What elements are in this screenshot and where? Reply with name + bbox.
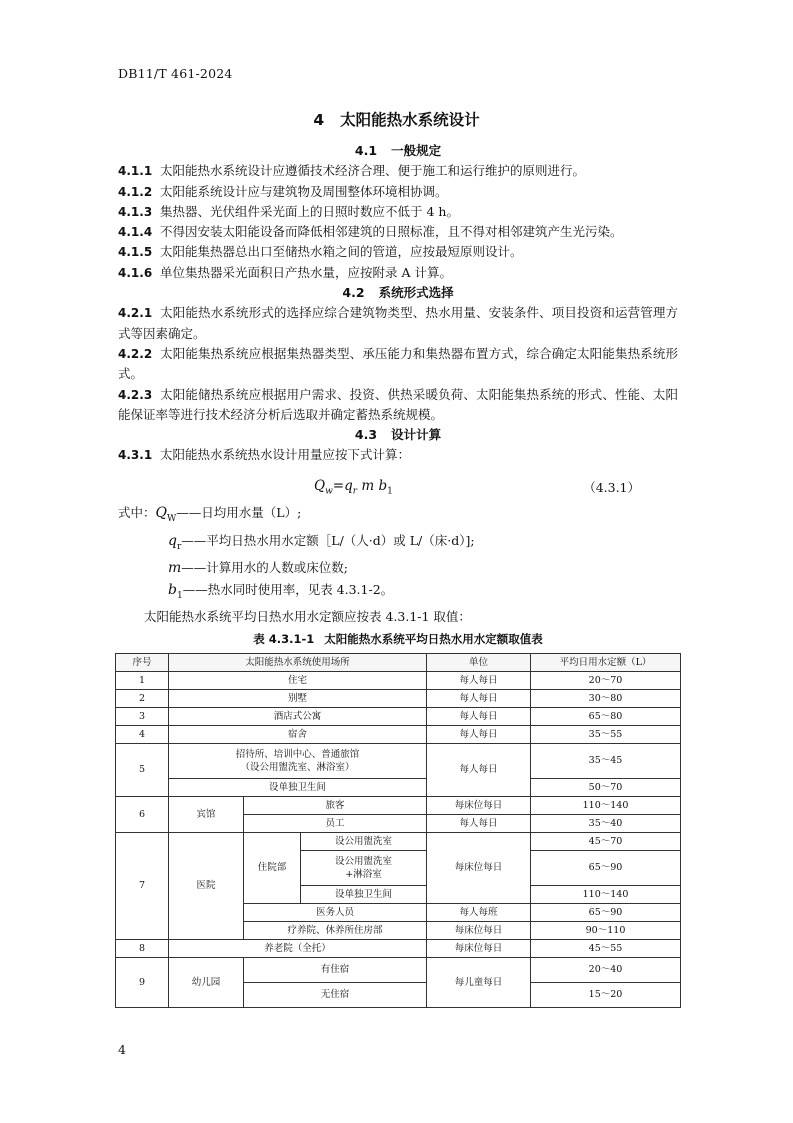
page-body xyxy=(118,141,678,1008)
clause-number: 4.2.2 xyxy=(118,346,153,361)
cell-no: 5 xyxy=(116,743,169,796)
clause xyxy=(118,445,678,465)
symbol-description: ——热水同时使用率，见表 4.3.1-2。 xyxy=(182,582,394,598)
table-row xyxy=(116,707,681,725)
symbol-definition xyxy=(118,502,678,530)
cell-unit: 每人每日 xyxy=(427,814,531,832)
clause-text: 太阳能热水系统热水设计用量应按下式计算： xyxy=(160,447,411,463)
symbol-description: ——平均日热水用水定额［L/（人·d）或 L/（床·d）]; xyxy=(181,532,475,548)
clause-number: 4.1.1 xyxy=(118,164,153,179)
symbol xyxy=(168,582,183,602)
symbol-subscript: W xyxy=(167,513,177,524)
cell-unit: 每床位每日 xyxy=(427,921,531,939)
cell-value: 35～45 xyxy=(531,743,681,778)
formula-lhs-subscript: w xyxy=(325,486,333,497)
cell-category: 幼儿园 xyxy=(169,957,244,1007)
cell-place: 住宅 xyxy=(169,671,427,689)
cell-place-line: 招待所、培训中心、普通旅馆 xyxy=(235,748,360,760)
cell-value: 15～20 xyxy=(531,982,681,1007)
formula-number: （4.3.1） xyxy=(583,479,640,495)
symbol-letter: Q xyxy=(155,504,167,521)
clause-number: 4.1.5 xyxy=(118,245,153,260)
clause-number: 4.2.3 xyxy=(118,387,153,402)
cell-value: 90～110 xyxy=(531,921,681,939)
clause xyxy=(118,222,678,242)
formula-q-subscript: r xyxy=(352,486,358,497)
symbol-description: ——日均用水量（L）; xyxy=(176,504,302,520)
table-row xyxy=(116,939,681,957)
cell-unit: 每床位每日 xyxy=(427,832,531,903)
formula-b: b xyxy=(378,477,388,494)
header-cell: 太阳能热水系统使用场所 xyxy=(169,653,427,671)
clause xyxy=(118,161,678,181)
section-heading-4-3 xyxy=(118,425,678,445)
cell-no: 7 xyxy=(116,832,169,939)
clause xyxy=(118,344,678,385)
cell-value: 110～140 xyxy=(531,796,681,814)
cell-value: 35～55 xyxy=(531,725,681,743)
formula-m: m xyxy=(361,477,375,494)
cell-no: 8 xyxy=(116,939,169,957)
clause-number: 4.1.3 xyxy=(118,204,153,219)
cell-value: 20～70 xyxy=(531,671,681,689)
table-title: 太阳能热水系统平均日热水用水定额取值表 xyxy=(324,632,543,647)
table-row xyxy=(116,743,681,778)
header-cell: 单位 xyxy=(427,653,531,671)
clause-text: 太阳能集热系统应根据集热器类型、承压能力和集热器布置方式，综合确定太阳能集热系统形式。 xyxy=(118,345,678,382)
cell-value: 110～140 xyxy=(531,885,681,903)
clause-number: 4.3.1 xyxy=(118,448,153,463)
cell-place: 别墅 xyxy=(169,689,427,707)
page-number: 4 xyxy=(118,1042,126,1057)
symbol-letter: q xyxy=(168,532,177,549)
symbol-intro: 式中： xyxy=(118,504,156,520)
clause xyxy=(118,303,678,344)
cell-category: 宾馆 xyxy=(169,796,244,832)
cell-no: 9 xyxy=(116,957,169,1007)
clause-text: 太阳能热水系统设计应遵循技术经济合理、便于施工和运行维护的原则进行。 xyxy=(160,163,586,179)
symbol-description: ——计算用水的人数或床位数; xyxy=(181,560,348,576)
section-number: 4.1 xyxy=(354,143,378,158)
symbol xyxy=(168,560,181,576)
cell-place: 养老院（全托） xyxy=(169,939,427,957)
table-row xyxy=(116,778,681,796)
cell-place: 宿舍 xyxy=(169,725,427,743)
clause-number: 4.1.6 xyxy=(118,265,153,280)
cell-value: 35～40 xyxy=(531,814,681,832)
cell-place: 有住宿 xyxy=(244,957,427,982)
table-reference-note: 太阳能热水系统平均日热水用水定额应按表 4.3.1-1 取值： xyxy=(144,609,471,625)
formula-q: q xyxy=(344,477,353,494)
cell-no: 2 xyxy=(116,689,169,707)
cell-place: 旅客 xyxy=(244,796,427,814)
cell-value: 20～40 xyxy=(531,957,681,982)
cell-value: 45～70 xyxy=(531,832,681,850)
symbol-letter: m xyxy=(168,560,182,577)
clause-number: 4.1.2 xyxy=(118,184,153,199)
cell-unit: 每人每班 xyxy=(427,903,531,921)
symbol xyxy=(168,532,182,552)
cell-unit: 每人每日 xyxy=(427,707,531,725)
cell-place: 员工 xyxy=(244,814,427,832)
cell-unit: 每床位每日 xyxy=(427,939,531,957)
table-row xyxy=(116,671,681,689)
table-caption xyxy=(118,629,678,649)
table-row xyxy=(116,957,681,982)
table-header-row xyxy=(116,653,681,671)
section-title: 设计计算 xyxy=(391,427,442,443)
cell-place: 疗养院、休养所住房部 xyxy=(244,921,427,939)
chapter-title: 太阳能热水系统设计 xyxy=(340,111,480,129)
clause-text: 单位集热器采光面积日产热水量，应按附录 A 计算。 xyxy=(160,264,452,280)
cell-place xyxy=(301,850,427,885)
cell-unit: 每人每日 xyxy=(427,725,531,743)
table-number: 表 4.3.1-1 xyxy=(253,632,315,647)
cell-place: 设单独卫生间 xyxy=(301,885,427,903)
clause xyxy=(118,263,678,283)
cell-unit: 每人每日 xyxy=(427,671,531,689)
cell-place-line: +淋浴室 xyxy=(345,868,382,880)
clause-text: 太阳能储热系统应根据用户需求、投资、供热采暖负荷、太阳能集热系统的形式、性能、太阳能保证率等进行技术经济分析后选取并确定蓄热系统规模。 xyxy=(118,386,678,422)
cell-no: 6 xyxy=(116,796,169,832)
cell-place: 酒店式公寓 xyxy=(169,707,427,725)
cell-unit: 每床位每日 xyxy=(427,796,531,814)
clause xyxy=(118,385,678,426)
cell-no: 4 xyxy=(116,725,169,743)
cell-unit: 每人每日 xyxy=(427,689,531,707)
cell-place: 医务人员 xyxy=(244,903,427,921)
section-number: 4.3 xyxy=(354,427,378,443)
cell-place: 无住宿 xyxy=(244,982,427,1007)
cell-place: 设单独卫生间 xyxy=(169,778,427,796)
formula-expression xyxy=(314,476,393,502)
clause-text: 不得因安装太阳能设备而降低相邻建筑的日照标准，且不得对相邻建筑产生光污染。 xyxy=(160,224,623,240)
formula-4-3-1 xyxy=(118,472,678,502)
formula-equals: = xyxy=(332,477,345,494)
cell-unit: 每儿童每日 xyxy=(427,957,531,1007)
clause-text: 集热器、光伏组件采光面上的日照时数应不低于 4 h。 xyxy=(160,203,459,219)
cell-category: 医院 xyxy=(169,832,244,939)
symbol xyxy=(155,504,177,524)
cell-place-line: 设公用盥洗室 xyxy=(335,855,393,867)
cell-value: 30～80 xyxy=(531,689,681,707)
formula-lhs: Q xyxy=(314,477,326,494)
header-cell: 平均日用水定额（L） xyxy=(531,653,681,671)
cell-value: 65～90 xyxy=(531,903,681,921)
cell-value: 45～55 xyxy=(531,939,681,957)
section-number: 4.2 xyxy=(342,285,365,301)
section-heading-4-1 xyxy=(118,141,678,161)
table-row xyxy=(116,796,681,814)
clause-text: 太阳能系统设计应与建筑物及周围整体环境相协调。 xyxy=(160,183,448,199)
chapter-number: 4 xyxy=(313,111,325,129)
cell-value: 65～80 xyxy=(531,707,681,725)
symbol-subscript: r xyxy=(176,541,182,552)
section-title: 一般规定 xyxy=(391,143,442,158)
section-heading-4-2 xyxy=(118,283,678,303)
clause xyxy=(118,242,678,262)
clause xyxy=(118,202,678,222)
clause-number: 4.2.1 xyxy=(118,306,153,321)
chapter-heading xyxy=(0,108,793,130)
hot-water-quota-table xyxy=(115,653,681,1008)
symbol-letter: b xyxy=(168,582,177,599)
cell-value: 50～70 xyxy=(531,778,681,796)
symbol-definition xyxy=(118,557,678,579)
cell-place-line: （设公用盥洗室、淋浴室） xyxy=(240,761,355,773)
cell-no: 1 xyxy=(116,671,169,689)
cell-value: 65～90 xyxy=(531,850,681,885)
cell-department: 住院部 xyxy=(244,832,301,903)
cell-place xyxy=(169,743,427,778)
header-cell: 序号 xyxy=(116,653,169,671)
clause-text: 太阳能热水系统形式的选择应综合建筑物类型、热水用量、安装条件、项目投资和运营管理方式等因素确定。 xyxy=(118,305,678,341)
cell-no: 3 xyxy=(116,707,169,725)
cell-place: 设公用盥洗室 xyxy=(301,832,427,850)
formula-b-subscript: 1 xyxy=(387,486,393,497)
clause-number: 4.1.4 xyxy=(118,225,153,240)
clause xyxy=(118,182,678,202)
table-row xyxy=(116,689,681,707)
symbol-subscript: 1 xyxy=(176,591,183,602)
symbol-definition xyxy=(118,530,678,558)
section-title: 系统形式选择 xyxy=(378,285,454,301)
table-row xyxy=(116,725,681,743)
table-row xyxy=(116,832,681,850)
cell-unit: 每人每日 xyxy=(427,743,531,796)
clause-text: 太阳能集热器总出口至储热水箱之间的管道，应按最短原则设计。 xyxy=(160,244,523,260)
document-code: DB11/T 461-2024 xyxy=(118,66,233,81)
symbol-definition xyxy=(118,579,678,607)
